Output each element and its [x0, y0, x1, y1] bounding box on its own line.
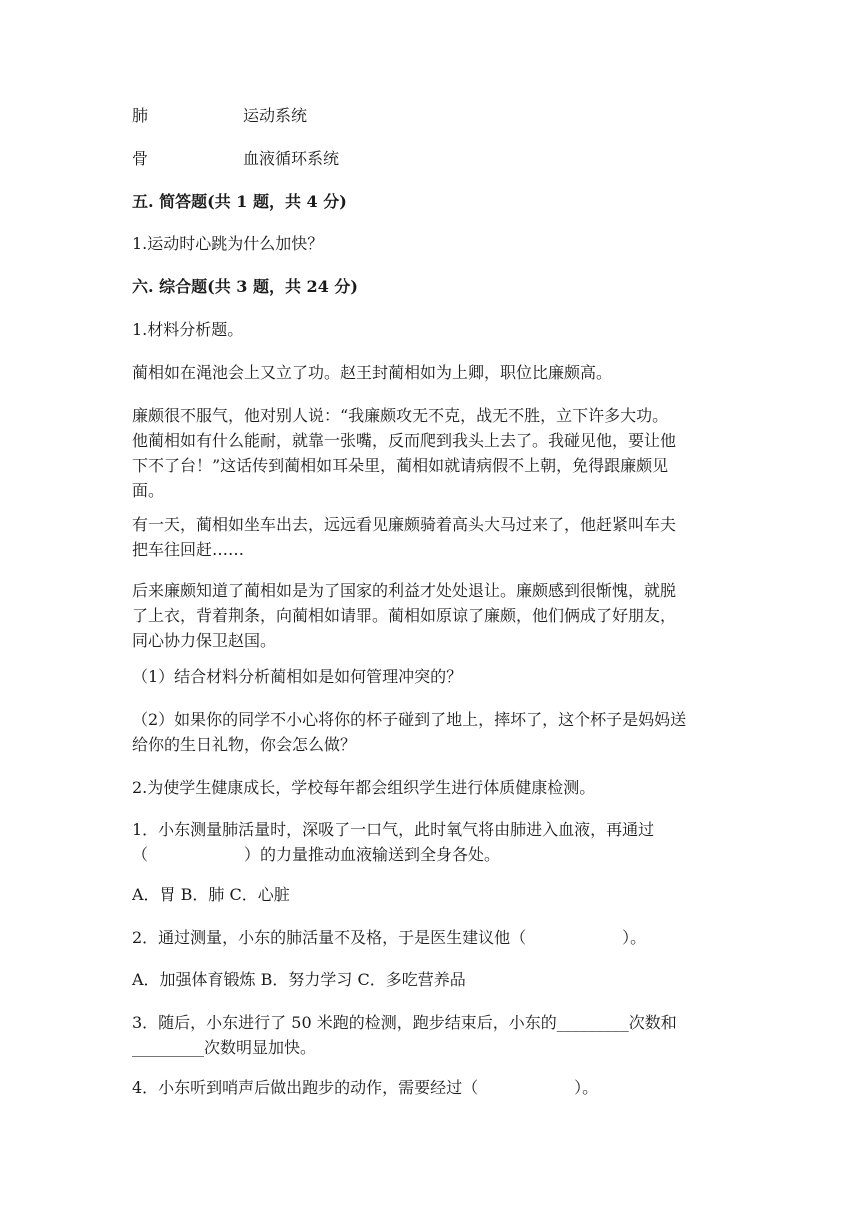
- material-line: 他蔺相如有什么能耐，就靠一张嘴，反而爬到我头上去了。我碰见他，要让他: [132, 431, 677, 450]
- question-title: 1.材料分析题。: [132, 320, 244, 339]
- question-text: 1.运动时心跳为什么加快？: [132, 234, 324, 253]
- material-line: 同心协力保卫赵国。: [132, 631, 277, 650]
- material-line: 有一天，蔺相如坐车出去，远远看见廉颇骑着高头大马过来了，他赶紧叫车夫: [132, 515, 677, 534]
- material-line: 后来廉颇知道了蔺相如是为了国家的利益才处处退让。廉颇感到很惭愧，就脱: [132, 581, 677, 600]
- sub-question-line: 给你的生日礼物，你会怎么做？: [132, 735, 357, 754]
- answer-options: A．加强体育锻炼 B．努力学习 C．多吃营养品: [132, 970, 466, 989]
- material-paragraph: 蔺相如在渑池会上又立了功。赵王封蔺相如为上卿，职位比廉颇高。: [132, 363, 613, 382]
- section-heading: 五. 简答题(共 1 题，共 4 分): [132, 192, 347, 211]
- question-line: 3．随后，小东进行了 50 米跑的检测，跑步结束后，小东的_________次数和: [132, 1013, 677, 1032]
- material-line: 下不了台！”这话传到蔺相如耳朵里，蔺相如就请病假不上朝，免得跟廉颇见: [132, 456, 669, 475]
- question-line: 4．小东听到哨声后做出跑步的动作，需要经过（ ）。: [132, 1078, 599, 1097]
- question-line: （ ）的力量推动血液输送到全身各处。: [132, 845, 501, 864]
- material-line: 了上衣，背着荆条，向蔺相如请罪。蔺相如原谅了廉颇，他们俩成了好朋友，: [132, 606, 677, 625]
- match-right-item: 运动系统: [243, 106, 308, 125]
- question-title: 2.为使学生健康成长，学校每年都会组织学生进行体质健康检测。: [132, 778, 596, 797]
- match-left-item: 骨: [132, 149, 149, 168]
- answer-options: A．胃 B．肺 C．心脏: [132, 885, 290, 904]
- section-heading: 六. 综合题(共 3 题，共 24 分): [132, 277, 358, 296]
- question-line: 2．通过测量，小东的肺活量不及格，于是医生建议他（ ）。: [132, 928, 647, 947]
- question-line: _________次数明显加快。: [132, 1038, 317, 1057]
- match-left-item: 肺: [132, 106, 149, 125]
- sub-question: （1）结合材料分析蔺相如是如何管理冲突的？: [132, 667, 463, 686]
- sub-question-line: （2）如果你的同学不小心将你的杯子碰到了地上，摔坏了，这个杯子是妈妈送: [132, 710, 687, 729]
- question-line: 1．小东测量肺活量时，深吸了一口气，此时氧气将由肺进入血液，再通过: [132, 820, 655, 839]
- material-line: 把车往回赶……: [132, 540, 245, 559]
- material-line: 面。: [132, 481, 165, 500]
- material-line: 廉颇很不服气，他对别人说：“我廉颇攻无不克，战无不胜，立下许多大功。: [132, 406, 669, 425]
- match-right-item: 血液循环系统: [243, 149, 340, 168]
